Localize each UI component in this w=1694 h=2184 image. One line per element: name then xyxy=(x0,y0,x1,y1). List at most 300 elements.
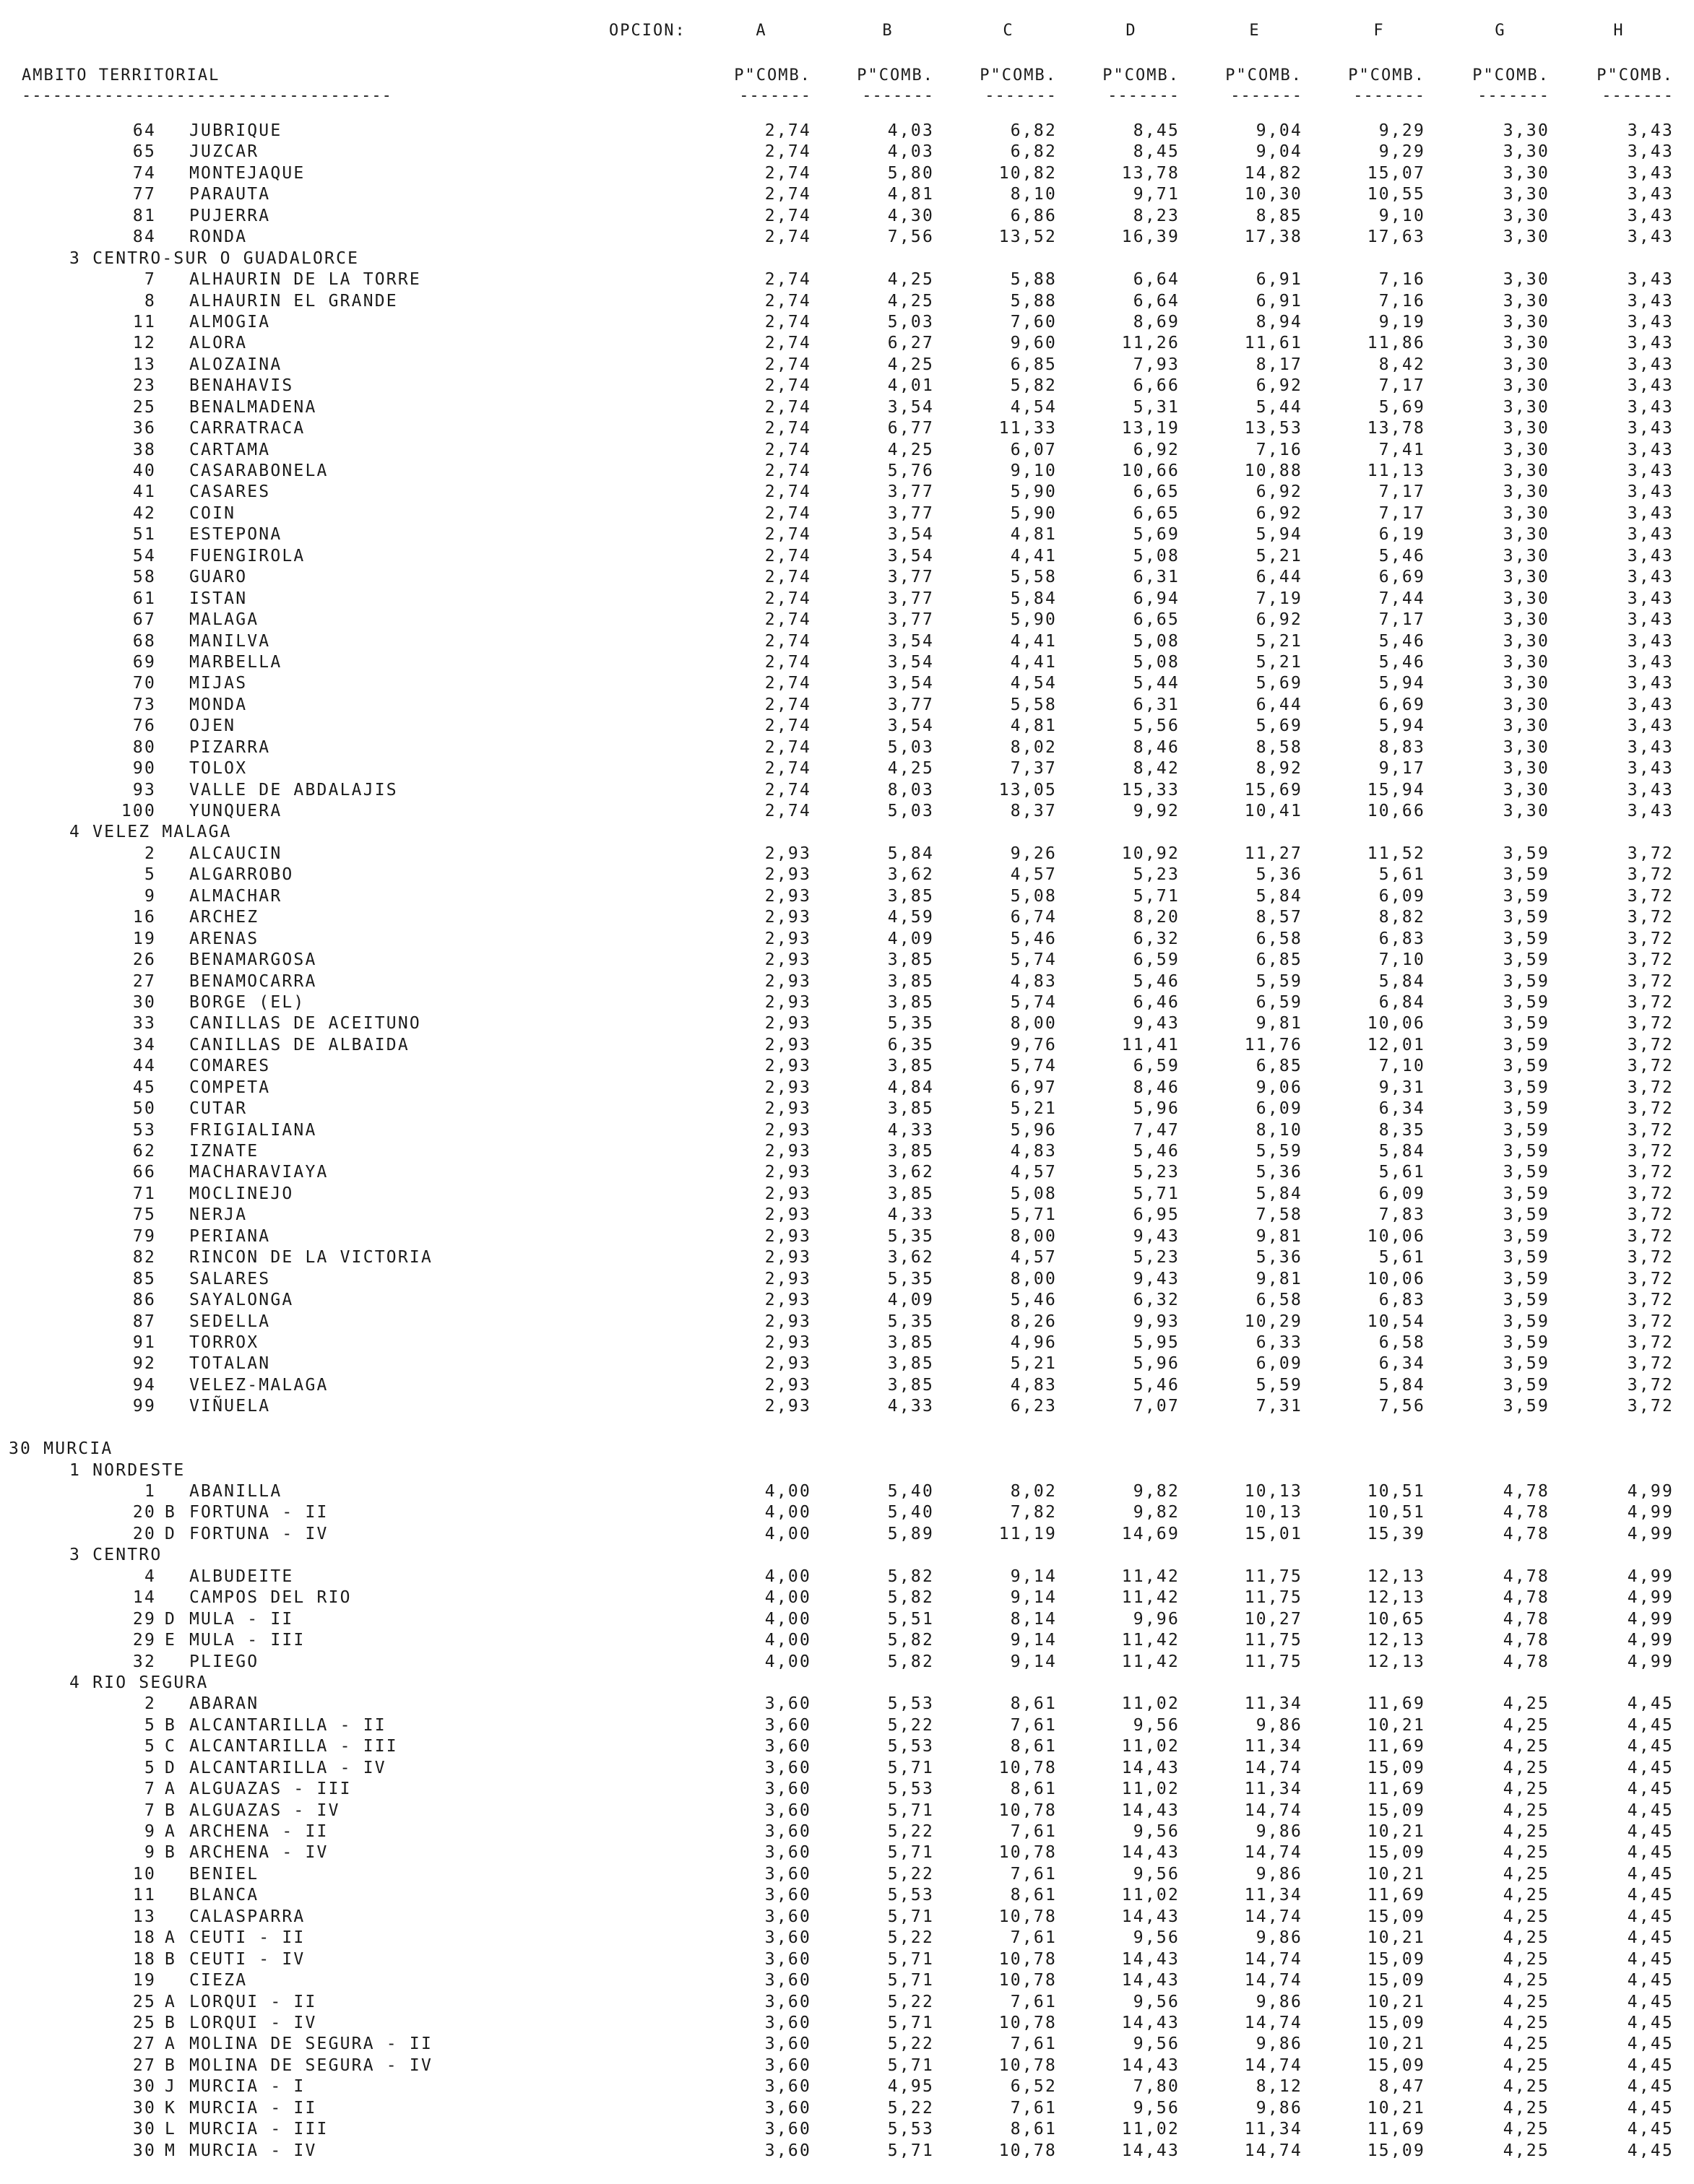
region-heading: 4 RIO SEGURA xyxy=(69,1673,209,1692)
municipality-name: FORTUNA - IV xyxy=(189,1524,329,1543)
value-option-c: 5,21 xyxy=(1010,1354,1057,1374)
value-option-e: 14,74 xyxy=(1244,1758,1302,1777)
value-option-e: 6,44 xyxy=(1256,568,1302,587)
municipality-code: 41 xyxy=(132,482,156,502)
region-heading-row xyxy=(0,249,1694,270)
value-option-g: 3,59 xyxy=(1503,1397,1550,1416)
value-option-b: 4,25 xyxy=(887,759,934,779)
value-option-d: 6,65 xyxy=(1133,482,1180,502)
municipality-code: 30 xyxy=(132,992,156,1012)
value-option-c: 9,26 xyxy=(1010,844,1057,863)
value-option-e: 5,84 xyxy=(1256,1184,1302,1203)
value-option-e: 5,59 xyxy=(1256,1142,1302,1161)
value-option-d: 14,43 xyxy=(1121,2055,1180,2075)
value-option-a: 3,60 xyxy=(764,2141,811,2160)
value-option-b: 5,71 xyxy=(887,1843,934,1863)
municipality-code: 38 xyxy=(132,440,156,459)
value-option-c: 8,37 xyxy=(1010,802,1057,820)
value-option-d: 9,71 xyxy=(1133,185,1180,204)
value-option-g: 3,30 xyxy=(1503,695,1550,714)
value-option-a: 2,93 xyxy=(764,1312,811,1331)
value-option-b: 5,71 xyxy=(887,1949,934,1969)
value-option-h: 4,45 xyxy=(1627,1758,1674,1777)
table-row xyxy=(0,292,1694,313)
municipality-code: 61 xyxy=(132,589,156,608)
table-row xyxy=(0,1205,1694,1226)
table-row xyxy=(0,142,1694,163)
value-option-b: 5,03 xyxy=(887,312,934,332)
table-row xyxy=(0,2056,1694,2077)
value-option-g: 4,25 xyxy=(1503,1737,1550,1756)
value-option-a: 2,74 xyxy=(764,419,811,438)
value-option-g: 4,78 xyxy=(1503,1588,1550,1608)
value-option-f: 11,69 xyxy=(1367,1780,1425,1799)
value-option-d: 16,39 xyxy=(1121,228,1180,247)
value-option-c: 6,85 xyxy=(1010,355,1057,374)
municipality-subcode: A xyxy=(165,2034,177,2054)
value-option-a: 4,00 xyxy=(764,1566,811,1586)
table-row xyxy=(0,993,1694,1014)
value-option-a: 4,00 xyxy=(764,1482,811,1501)
value-option-d: 6,31 xyxy=(1133,568,1180,587)
column-underline-e: ------- xyxy=(1230,87,1302,105)
value-option-c: 8,00 xyxy=(1010,1014,1057,1034)
table-row xyxy=(0,1652,1694,1673)
value-option-f: 10,21 xyxy=(1367,1715,1425,1735)
value-option-f: 9,29 xyxy=(1378,121,1425,140)
value-option-c: 4,57 xyxy=(1010,1163,1057,1182)
value-option-d: 9,56 xyxy=(1133,2098,1180,2118)
value-option-c: 13,05 xyxy=(998,780,1057,800)
value-option-g: 3,30 xyxy=(1503,759,1550,779)
value-option-b: 4,33 xyxy=(887,1120,934,1140)
value-option-e: 6,44 xyxy=(1256,695,1302,714)
value-option-e: 6,92 xyxy=(1256,376,1302,396)
municipality-name: BENAMARGOSA xyxy=(189,950,317,970)
municipality-code: 11 xyxy=(132,1886,156,1905)
municipality-code: 99 xyxy=(132,1397,156,1416)
value-option-c: 6,74 xyxy=(1010,908,1057,927)
value-option-a: 3,60 xyxy=(764,1822,811,1841)
value-option-d: 14,43 xyxy=(1121,1971,1180,1990)
municipality-name: ALOZAINA xyxy=(189,355,282,374)
value-option-e: 14,74 xyxy=(1244,1971,1302,1990)
value-option-f: 10,54 xyxy=(1367,1312,1425,1331)
value-option-g: 4,25 xyxy=(1503,2120,1550,2139)
value-option-g: 4,25 xyxy=(1503,1843,1550,1863)
municipality-code: 10 xyxy=(132,1864,156,1884)
value-option-b: 6,35 xyxy=(887,1035,934,1054)
value-option-c: 10,78 xyxy=(998,2013,1057,2032)
value-option-d: 11,42 xyxy=(1121,1631,1180,1650)
value-option-f: 6,09 xyxy=(1378,886,1425,906)
value-option-c: 4,57 xyxy=(1010,1248,1057,1268)
value-option-b: 5,35 xyxy=(887,1014,934,1034)
value-option-f: 15,09 xyxy=(1367,1907,1425,1926)
municipality-code: 67 xyxy=(132,610,156,630)
value-option-e: 5,36 xyxy=(1256,865,1302,885)
municipality-name: PUJERRA xyxy=(189,206,271,225)
value-option-e: 11,75 xyxy=(1244,1566,1302,1586)
value-option-g: 3,59 xyxy=(1503,1375,1550,1395)
value-option-c: 4,41 xyxy=(1010,631,1057,651)
municipality-code: 53 xyxy=(132,1120,156,1140)
value-option-h: 3,43 xyxy=(1627,355,1674,374)
value-option-h: 4,99 xyxy=(1627,1524,1674,1543)
municipality-code: 12 xyxy=(132,334,156,353)
value-option-h: 3,43 xyxy=(1627,312,1674,332)
value-option-g: 3,30 xyxy=(1503,568,1550,587)
value-option-e: 5,59 xyxy=(1256,971,1302,991)
value-option-g: 3,30 xyxy=(1503,674,1550,693)
value-option-h: 4,45 xyxy=(1627,1822,1674,1841)
value-option-d: 5,08 xyxy=(1133,631,1180,651)
column-underline-c: ------- xyxy=(985,87,1057,105)
municipality-name: JUZCAR xyxy=(189,142,259,162)
value-option-a: 2,74 xyxy=(764,589,811,608)
value-option-h: 3,43 xyxy=(1627,737,1674,757)
value-option-d: 6,59 xyxy=(1133,950,1180,970)
ambito-territorial-heading: AMBITO TERRITORIAL xyxy=(22,66,220,84)
value-option-b: 5,22 xyxy=(887,1864,934,1884)
municipality-name: CUTAR xyxy=(189,1099,248,1119)
value-option-e: 7,31 xyxy=(1256,1397,1302,1416)
table-row xyxy=(0,121,1694,142)
value-option-a: 3,60 xyxy=(764,1715,811,1735)
value-option-d: 14,43 xyxy=(1121,2141,1180,2160)
value-option-f: 6,34 xyxy=(1378,1354,1425,1374)
municipality-name: CARRATRACA xyxy=(189,419,306,438)
value-option-e: 10,13 xyxy=(1244,1482,1302,1501)
municipality-name: PIZARRA xyxy=(189,737,271,757)
municipality-name: ALHAURIN EL GRANDE xyxy=(189,291,398,311)
value-option-d: 9,56 xyxy=(1133,1864,1180,1884)
value-option-g: 4,25 xyxy=(1503,1715,1550,1735)
value-option-e: 10,88 xyxy=(1244,462,1302,480)
municipality-code: 25 xyxy=(132,397,156,417)
value-option-a: 3,60 xyxy=(764,1758,811,1777)
value-option-a: 4,00 xyxy=(764,1609,811,1629)
value-option-e: 8,12 xyxy=(1256,2077,1302,2097)
value-option-c: 11,19 xyxy=(998,1524,1057,1543)
value-option-a: 2,93 xyxy=(764,929,811,948)
value-option-a: 2,93 xyxy=(764,1184,811,1203)
value-option-f: 5,46 xyxy=(1378,631,1425,651)
value-option-e: 15,69 xyxy=(1244,780,1302,800)
value-option-h: 4,45 xyxy=(1627,1694,1674,1714)
value-option-f: 7,44 xyxy=(1378,589,1425,608)
value-option-b: 4,03 xyxy=(887,121,934,140)
value-option-c: 7,61 xyxy=(1010,1992,1057,2011)
value-option-c: 7,61 xyxy=(1010,2098,1057,2118)
value-option-c: 8,61 xyxy=(1010,1737,1057,1756)
value-option-h: 3,72 xyxy=(1627,1312,1674,1331)
value-option-d: 6,92 xyxy=(1133,440,1180,459)
municipality-code: 20 xyxy=(132,1503,156,1522)
municipality-code: 9 xyxy=(144,1822,156,1841)
value-option-h: 3,43 xyxy=(1627,780,1674,800)
value-option-h: 3,43 xyxy=(1627,716,1674,736)
value-option-c: 6,23 xyxy=(1010,1397,1057,1416)
table-row xyxy=(0,1312,1694,1333)
value-option-h: 4,45 xyxy=(1627,1800,1674,1820)
value-option-g: 4,78 xyxy=(1503,1609,1550,1629)
value-option-h: 3,43 xyxy=(1627,185,1674,204)
value-option-a: 2,74 xyxy=(764,291,811,311)
value-option-g: 4,25 xyxy=(1503,1949,1550,1969)
municipality-subcode: K xyxy=(165,2098,177,2118)
value-option-f: 11,69 xyxy=(1367,1886,1425,1905)
value-option-h: 3,43 xyxy=(1627,802,1674,820)
value-option-b: 3,85 xyxy=(887,1184,934,1203)
table-row xyxy=(0,568,1694,589)
value-option-c: 6,82 xyxy=(1010,142,1057,162)
value-option-f: 12,01 xyxy=(1367,1035,1425,1054)
municipality-code: 9 xyxy=(144,886,156,906)
value-option-e: 11,27 xyxy=(1244,844,1302,863)
value-option-b: 4,25 xyxy=(887,440,934,459)
value-option-f: 7,41 xyxy=(1378,440,1425,459)
table-row xyxy=(0,716,1694,737)
municipality-code: 86 xyxy=(132,1291,156,1310)
value-option-a: 2,93 xyxy=(764,1226,811,1246)
municipality-name: CALASPARRA xyxy=(189,1907,306,1926)
value-option-h: 3,72 xyxy=(1627,971,1674,991)
value-option-c: 7,60 xyxy=(1010,312,1057,332)
value-option-a: 3,60 xyxy=(764,2120,811,2139)
value-option-h: 3,43 xyxy=(1627,419,1674,438)
table-row xyxy=(0,653,1694,674)
value-option-e: 11,75 xyxy=(1244,1652,1302,1671)
municipality-code: 74 xyxy=(132,163,156,183)
table-row xyxy=(0,1928,1694,1949)
value-option-c: 5,74 xyxy=(1010,992,1057,1012)
value-option-a: 3,60 xyxy=(764,1992,811,2011)
value-option-a: 2,93 xyxy=(764,1035,811,1054)
municipality-code: 7 xyxy=(144,1780,156,1799)
value-option-b: 5,53 xyxy=(887,1886,934,1905)
municipality-subcode: B xyxy=(165,2055,177,2075)
value-option-c: 4,96 xyxy=(1010,1332,1057,1352)
value-option-e: 11,34 xyxy=(1244,1737,1302,1756)
municipality-name: VALLE DE ABDALAJIS xyxy=(189,780,398,800)
value-option-b: 3,85 xyxy=(887,971,934,991)
table-row xyxy=(0,950,1694,971)
value-option-a: 2,93 xyxy=(764,1163,811,1182)
municipality-code: 73 xyxy=(132,695,156,714)
table-row xyxy=(0,270,1694,291)
value-option-f: 9,29 xyxy=(1378,142,1425,162)
table-row xyxy=(0,2077,1694,2098)
table-row xyxy=(0,1716,1694,1737)
value-option-d: 5,96 xyxy=(1133,1354,1180,1374)
value-option-h: 4,99 xyxy=(1627,1482,1674,1501)
municipality-name: CANILLAS DE ACEITUNO xyxy=(189,1014,421,1034)
value-option-h: 4,45 xyxy=(1627,2098,1674,2118)
value-option-f: 6,69 xyxy=(1378,568,1425,587)
municipality-code: 58 xyxy=(132,568,156,587)
value-option-h: 3,43 xyxy=(1627,270,1674,290)
value-option-a: 2,74 xyxy=(764,780,811,800)
value-option-b: 5,53 xyxy=(887,1780,934,1799)
value-option-d: 9,56 xyxy=(1133,1715,1180,1735)
value-option-g: 3,30 xyxy=(1503,546,1550,566)
municipality-name: TOTALAN xyxy=(189,1354,271,1374)
value-option-c: 5,08 xyxy=(1010,886,1057,906)
value-option-g: 3,59 xyxy=(1503,1226,1550,1246)
value-option-h: 4,45 xyxy=(1627,1971,1674,1990)
value-option-d: 6,95 xyxy=(1133,1205,1180,1225)
municipality-subcode: M xyxy=(165,2141,177,2160)
value-option-g: 3,30 xyxy=(1503,716,1550,736)
municipality-name: MOCLINEJO xyxy=(189,1184,294,1203)
value-option-d: 7,07 xyxy=(1133,1397,1180,1416)
value-option-d: 8,23 xyxy=(1133,206,1180,225)
column-header-f: P"COMB. xyxy=(1348,66,1425,84)
table-row xyxy=(0,1333,1694,1354)
municipality-code: 71 xyxy=(132,1184,156,1203)
value-option-d: 11,02 xyxy=(1121,1780,1180,1799)
value-option-a: 2,93 xyxy=(764,1142,811,1161)
value-option-d: 8,42 xyxy=(1133,759,1180,779)
value-option-a: 2,74 xyxy=(764,185,811,204)
value-option-c: 5,88 xyxy=(1010,291,1057,311)
value-option-h: 4,45 xyxy=(1627,2034,1674,2054)
value-option-c: 10,82 xyxy=(998,163,1057,183)
value-option-h: 3,72 xyxy=(1627,1035,1674,1054)
value-option-g: 3,30 xyxy=(1503,610,1550,630)
value-option-f: 10,66 xyxy=(1367,802,1425,820)
value-option-a: 2,74 xyxy=(764,462,811,480)
table-row xyxy=(0,1780,1694,1800)
municipality-code: 42 xyxy=(132,503,156,523)
value-option-f: 5,69 xyxy=(1378,397,1425,417)
table-row xyxy=(0,313,1694,334)
value-option-b: 4,25 xyxy=(887,270,934,290)
value-option-f: 13,78 xyxy=(1367,419,1425,438)
value-option-h: 3,72 xyxy=(1627,1078,1674,1097)
value-option-g: 4,25 xyxy=(1503,1780,1550,1799)
municipality-name: TOLOX xyxy=(189,759,248,779)
value-option-f: 11,13 xyxy=(1367,462,1425,480)
value-option-h: 3,72 xyxy=(1627,1205,1674,1225)
value-option-b: 3,85 xyxy=(887,992,934,1012)
value-option-d: 5,31 xyxy=(1133,397,1180,417)
value-option-c: 4,41 xyxy=(1010,652,1057,672)
value-option-g: 4,78 xyxy=(1503,1652,1550,1671)
region-heading: 3 CENTRO-SUR O GUADALORCE xyxy=(69,248,360,268)
table-row xyxy=(0,1886,1694,1907)
municipality-code: 18 xyxy=(132,1928,156,1948)
region-heading: 1 NORDESTE xyxy=(69,1460,186,1480)
municipality-code: 75 xyxy=(132,1205,156,1225)
value-option-b: 3,85 xyxy=(887,1354,934,1374)
value-option-b: 5,71 xyxy=(887,2055,934,2075)
value-option-b: 3,54 xyxy=(887,546,934,566)
value-option-e: 7,58 xyxy=(1256,1205,1302,1225)
value-option-h: 3,72 xyxy=(1627,1375,1674,1395)
value-option-a: 3,60 xyxy=(764,1694,811,1714)
value-option-b: 5,40 xyxy=(887,1503,934,1522)
value-option-h: 3,43 xyxy=(1627,589,1674,608)
value-option-e: 14,74 xyxy=(1244,2013,1302,2032)
table-row xyxy=(0,972,1694,993)
table-row xyxy=(0,482,1694,503)
value-option-h: 3,72 xyxy=(1627,1163,1674,1182)
value-option-a: 2,93 xyxy=(764,1248,811,1268)
value-option-a: 2,74 xyxy=(764,802,811,820)
value-option-b: 4,95 xyxy=(887,2077,934,2097)
value-option-f: 10,21 xyxy=(1367,2098,1425,2118)
municipality-code: 27 xyxy=(132,971,156,991)
value-option-b: 3,54 xyxy=(887,716,934,736)
value-option-c: 5,90 xyxy=(1010,503,1057,523)
value-option-g: 3,30 xyxy=(1503,270,1550,290)
value-option-g: 4,78 xyxy=(1503,1503,1550,1522)
municipality-code: 62 xyxy=(132,1142,156,1161)
value-option-c: 4,81 xyxy=(1010,716,1057,736)
value-option-a: 2,93 xyxy=(764,1269,811,1288)
municipality-subcode: D xyxy=(165,1609,177,1629)
value-option-h: 4,45 xyxy=(1627,1949,1674,1969)
table-row xyxy=(0,1950,1694,1971)
value-option-b: 5,82 xyxy=(887,1566,934,1586)
value-option-a: 2,74 xyxy=(764,610,811,630)
table-row xyxy=(0,1227,1694,1248)
value-option-b: 5,22 xyxy=(887,1715,934,1735)
value-option-a: 2,93 xyxy=(764,1078,811,1097)
value-option-b: 3,85 xyxy=(887,1057,934,1076)
value-option-h: 4,45 xyxy=(1627,1928,1674,1948)
region-heading-row xyxy=(0,1461,1694,1482)
value-option-e: 6,85 xyxy=(1256,950,1302,970)
value-option-a: 3,60 xyxy=(764,2055,811,2075)
value-option-d: 9,56 xyxy=(1133,1992,1180,2011)
table-row xyxy=(0,1014,1694,1035)
value-option-h: 3,72 xyxy=(1627,865,1674,885)
municipality-name: IZNATE xyxy=(189,1142,259,1161)
value-option-h: 3,43 xyxy=(1627,163,1674,183)
value-option-f: 7,17 xyxy=(1378,376,1425,396)
value-option-a: 2,93 xyxy=(764,865,811,885)
value-option-g: 3,30 xyxy=(1503,419,1550,438)
value-option-d: 6,59 xyxy=(1133,1057,1180,1076)
value-option-c: 6,97 xyxy=(1010,1078,1057,1097)
municipality-name: ARENAS xyxy=(189,929,259,948)
municipality-subcode: B xyxy=(165,1715,177,1735)
value-option-f: 5,46 xyxy=(1378,546,1425,566)
municipality-code: 68 xyxy=(132,631,156,651)
value-option-d: 6,32 xyxy=(1133,1291,1180,1310)
value-option-h: 4,99 xyxy=(1627,1609,1674,1629)
value-option-c: 8,61 xyxy=(1010,1780,1057,1799)
municipality-code: 93 xyxy=(132,780,156,800)
table-row xyxy=(0,1759,1694,1780)
value-option-h: 3,72 xyxy=(1627,1184,1674,1203)
value-option-b: 4,33 xyxy=(887,1205,934,1225)
municipality-code: 5 xyxy=(144,1715,156,1735)
value-option-c: 4,83 xyxy=(1010,971,1057,991)
value-option-g: 3,59 xyxy=(1503,1142,1550,1161)
municipality-name: CAMPOS DEL RIO xyxy=(189,1588,352,1608)
value-option-f: 9,10 xyxy=(1378,206,1425,225)
municipality-code: 94 xyxy=(132,1375,156,1395)
table-row xyxy=(0,781,1694,802)
value-option-h: 3,43 xyxy=(1627,568,1674,587)
value-option-a: 2,93 xyxy=(764,950,811,970)
value-option-e: 6,92 xyxy=(1256,503,1302,523)
municipality-name: RINCON DE LA VICTORIA xyxy=(189,1248,433,1268)
